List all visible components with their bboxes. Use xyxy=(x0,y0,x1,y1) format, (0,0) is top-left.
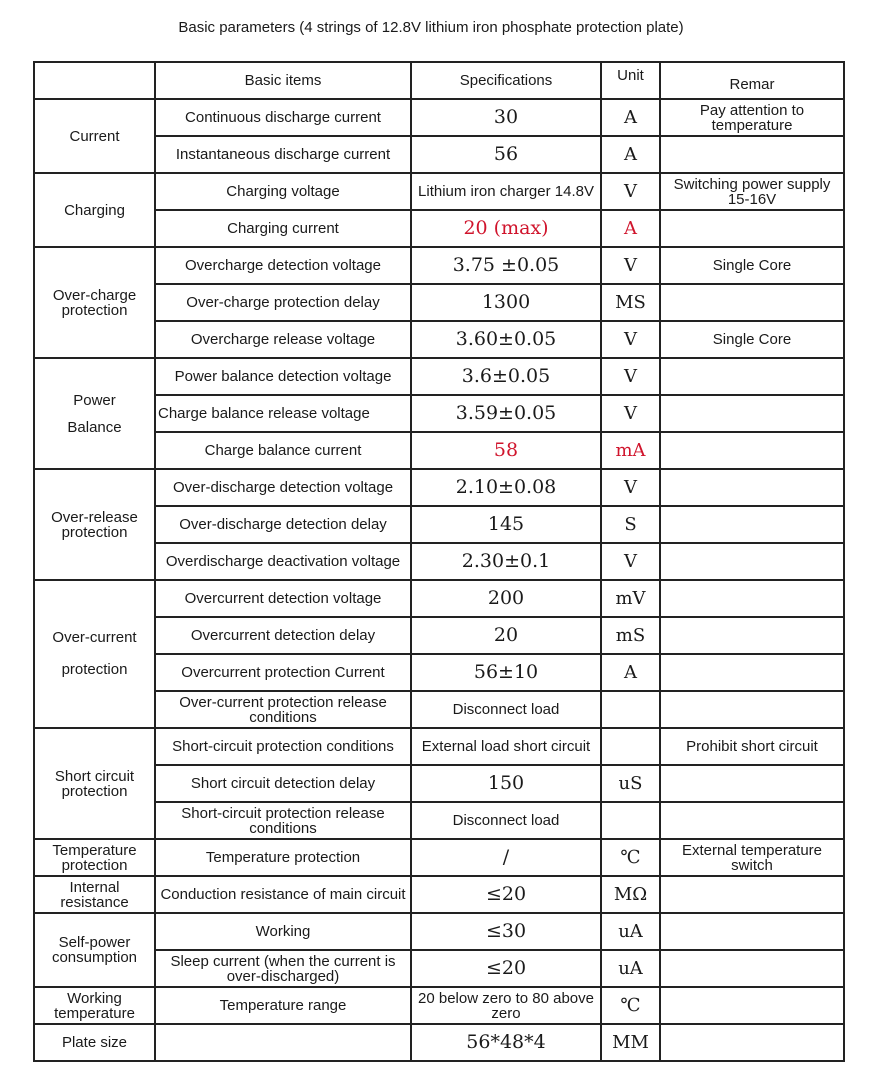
table-row xyxy=(34,99,844,136)
table-row xyxy=(34,432,844,469)
category-short-circuit: Short circuit protection xyxy=(34,728,155,839)
category-over-current-line1: Over-current xyxy=(52,629,137,646)
unit-cell: uA xyxy=(601,913,660,950)
unit-cell xyxy=(601,691,660,728)
spec-cell: 20 xyxy=(411,617,601,654)
header-remark: Remar xyxy=(660,62,844,99)
spec-cell: ≤20 xyxy=(411,950,601,987)
table-row xyxy=(34,321,844,358)
unit-cell: V xyxy=(601,395,660,432)
category-overcharge: Over-charge protection xyxy=(34,247,155,358)
table-row xyxy=(34,173,844,210)
spec-cell: 1300 xyxy=(411,284,601,321)
table-row xyxy=(34,728,844,765)
item-cell: Short circuit detection delay xyxy=(155,765,411,802)
spec-cell: 30 xyxy=(411,99,601,136)
unit-cell: S xyxy=(601,506,660,543)
spec-cell: 3.75 ±0.05 xyxy=(411,247,601,284)
spec-cell-highlight: 20 (max) xyxy=(411,210,601,247)
table-row xyxy=(34,580,844,617)
item-cell: Charge balance current xyxy=(155,432,411,469)
remark-cell xyxy=(660,1024,844,1061)
category-power-balance xyxy=(34,358,155,469)
table-row xyxy=(34,839,844,876)
table-row xyxy=(34,950,844,987)
spec-cell: 200 xyxy=(411,580,601,617)
table-row xyxy=(34,358,844,395)
remark-cell xyxy=(660,432,844,469)
category-current: Current xyxy=(34,99,155,173)
remark-cell xyxy=(660,210,844,247)
remark-cell xyxy=(660,543,844,580)
category-over-release: Over-release protection xyxy=(34,469,155,580)
remark-cell xyxy=(660,987,844,1024)
spec-cell: 56 xyxy=(411,136,601,173)
header-category xyxy=(34,62,155,99)
table-row xyxy=(34,876,844,913)
table-row xyxy=(34,506,844,543)
category-self-power: Self-power consumption xyxy=(34,913,155,987)
unit-cell: V xyxy=(601,358,660,395)
remark-cell xyxy=(660,580,844,617)
item-cell: Short-circuit protection conditions xyxy=(155,728,411,765)
remark-cell: Switching power supply 15-16V xyxy=(660,173,844,210)
spec-cell: Disconnect load xyxy=(411,691,601,728)
unit-cell xyxy=(601,728,660,765)
category-plate-size: Plate size xyxy=(34,1024,155,1061)
item-cell: Overcurrent protection Current xyxy=(155,654,411,691)
item-cell: Over-discharge detection voltage xyxy=(155,469,411,506)
header-basic-items: Basic items xyxy=(155,62,411,99)
unit-cell: MS xyxy=(601,284,660,321)
unit-cell xyxy=(601,802,660,839)
header-unit: Unit xyxy=(601,62,660,99)
unit-cell: V xyxy=(601,469,660,506)
remark-cell xyxy=(660,654,844,691)
spec-cell: 20 below zero to 80 above zero xyxy=(411,987,601,1024)
unit-cell: V xyxy=(601,173,660,210)
item-cell: Temperature protection xyxy=(155,839,411,876)
spec-cell: ≤30 xyxy=(411,913,601,950)
item-cell: Charging voltage xyxy=(155,173,411,210)
spec-cell: ≤20 xyxy=(411,876,601,913)
item-cell: Temperature range xyxy=(155,987,411,1024)
unit-cell: A xyxy=(601,99,660,136)
item-cell: Instantaneous discharge current xyxy=(155,136,411,173)
spec-cell: 2.30±0.1 xyxy=(411,543,601,580)
spec-cell: 56*48*4 xyxy=(411,1024,601,1061)
remark-cell xyxy=(660,691,844,728)
item-cell: Overcurrent detection delay xyxy=(155,617,411,654)
spec-cell: External load short circuit xyxy=(411,728,601,765)
spec-cell: 56±10 xyxy=(411,654,601,691)
table-row xyxy=(34,469,844,506)
unit-cell: MM xyxy=(601,1024,660,1061)
unit-cell: ℃ xyxy=(601,987,660,1024)
table-row xyxy=(34,395,844,432)
table-row xyxy=(34,617,844,654)
item-cell: Sleep current (when the current is over-discharged) xyxy=(155,950,411,987)
unit-cell: uA xyxy=(601,950,660,987)
unit-cell-highlight: A xyxy=(601,210,660,247)
unit-cell: A xyxy=(601,654,660,691)
table-row xyxy=(34,987,844,1024)
unit-cell: V xyxy=(601,543,660,580)
remark-cell: Prohibit short circuit xyxy=(660,728,844,765)
item-cell: Over-discharge detection delay xyxy=(155,506,411,543)
item-cell: Charge balance release voltage xyxy=(155,395,411,432)
remark-cell xyxy=(660,358,844,395)
item-cell: Power balance detection voltage xyxy=(155,358,411,395)
remark-cell xyxy=(660,950,844,987)
unit-cell: MΩ xyxy=(601,876,660,913)
item-cell xyxy=(155,1024,411,1061)
spec-cell: / xyxy=(411,839,601,876)
unit-cell: V xyxy=(601,321,660,358)
item-cell: Overcharge detection voltage xyxy=(155,247,411,284)
header-specifications: Specifications xyxy=(411,62,601,99)
unit-cell: V xyxy=(601,247,660,284)
remark-cell xyxy=(660,802,844,839)
category-working-temperature: Working temperature xyxy=(34,987,155,1024)
item-cell: Working xyxy=(155,913,411,950)
remark-cell: Single Core xyxy=(660,247,844,284)
category-temperature-protection: Temperature protection xyxy=(34,839,155,876)
remark-cell xyxy=(660,469,844,506)
table-row xyxy=(34,284,844,321)
remark-cell xyxy=(660,617,844,654)
table-row xyxy=(34,136,844,173)
item-cell: Overdischarge deactivation voltage xyxy=(155,543,411,580)
item-cell: Short-circuit protection release conditions xyxy=(155,802,411,839)
item-cell: Continuous discharge current xyxy=(155,99,411,136)
unit-cell: mS xyxy=(601,617,660,654)
spec-cell: 2.10±0.08 xyxy=(411,469,601,506)
table-row xyxy=(34,802,844,839)
parameters-table xyxy=(33,61,845,1062)
table-row xyxy=(34,654,844,691)
item-cell: Conduction resistance of main circuit xyxy=(155,876,411,913)
remark-cell xyxy=(660,765,844,802)
remark-cell xyxy=(660,284,844,321)
remark-cell xyxy=(660,395,844,432)
unit-cell: uS xyxy=(601,765,660,802)
remark-cell xyxy=(660,913,844,950)
table-row xyxy=(34,210,844,247)
remark-cell: Pay attention to temperature xyxy=(660,99,844,136)
remark-cell xyxy=(660,876,844,913)
table-row xyxy=(34,1024,844,1061)
category-power-balance-line2: Balance xyxy=(67,418,122,436)
category-over-current xyxy=(34,580,155,728)
category-power-balance-line1: Power xyxy=(73,391,116,409)
table-row xyxy=(34,765,844,802)
spec-cell: 3.6±0.05 xyxy=(411,358,601,395)
category-over-current-line2: protection xyxy=(61,661,128,678)
remark-cell: External temperature switch xyxy=(660,839,844,876)
table-row xyxy=(34,543,844,580)
spec-cell: 3.60±0.05 xyxy=(411,321,601,358)
unit-cell: mV xyxy=(601,580,660,617)
spec-cell: Disconnect load xyxy=(411,802,601,839)
table-header-row xyxy=(34,62,844,99)
spec-cell: 3.59±0.05 xyxy=(411,395,601,432)
unit-cell-highlight: mA xyxy=(601,432,660,469)
item-cell: Charging current xyxy=(155,210,411,247)
item-cell: Overcurrent detection voltage xyxy=(155,580,411,617)
item-cell: Overcharge release voltage xyxy=(155,321,411,358)
category-internal-resistance: Internal resistance xyxy=(34,876,155,913)
page-title: Basic parameters (4 strings of 12.8V lithium iron phosphate protection plate) xyxy=(178,19,684,36)
spec-cell: Lithium iron charger 14.8V xyxy=(411,173,601,210)
remark-cell xyxy=(660,506,844,543)
remark-cell xyxy=(660,136,844,173)
spec-cell-highlight: 58 xyxy=(411,432,601,469)
table-row xyxy=(34,913,844,950)
table-row xyxy=(34,247,844,284)
remark-cell: Single Core xyxy=(660,321,844,358)
unit-cell: ℃ xyxy=(601,839,660,876)
item-cell: Over-charge protection delay xyxy=(155,284,411,321)
spec-cell: 145 xyxy=(411,506,601,543)
item-cell: Over-current protection release conditions xyxy=(155,691,411,728)
unit-cell: A xyxy=(601,136,660,173)
table-row xyxy=(34,691,844,728)
spec-cell: 150 xyxy=(411,765,601,802)
category-charging: Charging xyxy=(34,173,155,247)
